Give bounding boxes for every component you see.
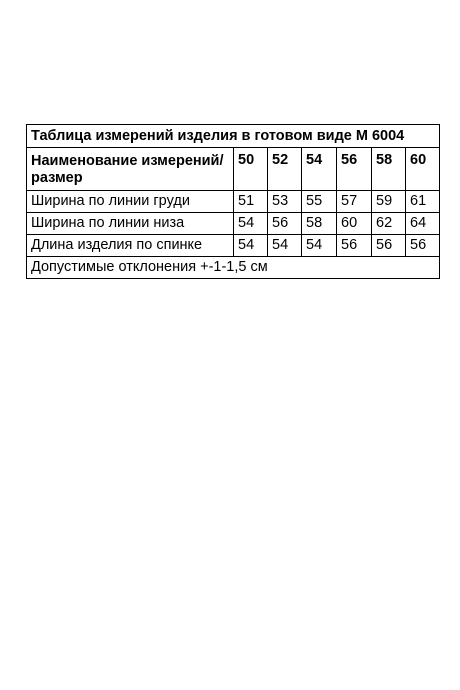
table-cell: 56 — [337, 235, 372, 257]
table-cell: 54 — [234, 213, 268, 235]
table-cell: 56 — [372, 235, 406, 257]
table-cell: 55 — [302, 191, 337, 213]
size-header-56: 56 — [337, 148, 372, 191]
row-label-back-length: Длина изделия по спинке — [27, 235, 234, 257]
row-label-chest-width: Ширина по линии груди — [27, 191, 234, 213]
row-label-hem-width: Ширина по линии низа — [27, 213, 234, 235]
table-cell: 57 — [337, 191, 372, 213]
table-cell: 61 — [406, 191, 440, 213]
size-header-58: 58 — [372, 148, 406, 191]
table-row — [27, 191, 440, 213]
table-cell: 62 — [372, 213, 406, 235]
table-cell: 56 — [406, 235, 440, 257]
table-row — [27, 235, 440, 257]
size-header-60: 60 — [406, 148, 440, 191]
table-cell: 54 — [268, 235, 302, 257]
table-row — [27, 213, 440, 235]
header-label: Наименование измерений/размер — [27, 148, 234, 191]
table-cell: 58 — [302, 213, 337, 235]
size-header-54: 54 — [302, 148, 337, 191]
table-title: Таблица измерений изделия в готовом виде М 6004 — [27, 125, 440, 148]
tolerance-note: Допустимые отклонения +-1-1,5 см — [27, 257, 440, 279]
size-chart-table — [26, 124, 440, 279]
table-cell: 64 — [406, 213, 440, 235]
table-cell: 54 — [234, 235, 268, 257]
table-cell: 56 — [268, 213, 302, 235]
title-row — [27, 125, 440, 148]
table-cell: 59 — [372, 191, 406, 213]
size-header-52: 52 — [268, 148, 302, 191]
table-cell: 54 — [302, 235, 337, 257]
table-cell: 51 — [234, 191, 268, 213]
note-row — [27, 257, 440, 279]
table-cell: 60 — [337, 213, 372, 235]
size-header-50: 50 — [234, 148, 268, 191]
table-cell: 53 — [268, 191, 302, 213]
header-row — [27, 148, 440, 191]
